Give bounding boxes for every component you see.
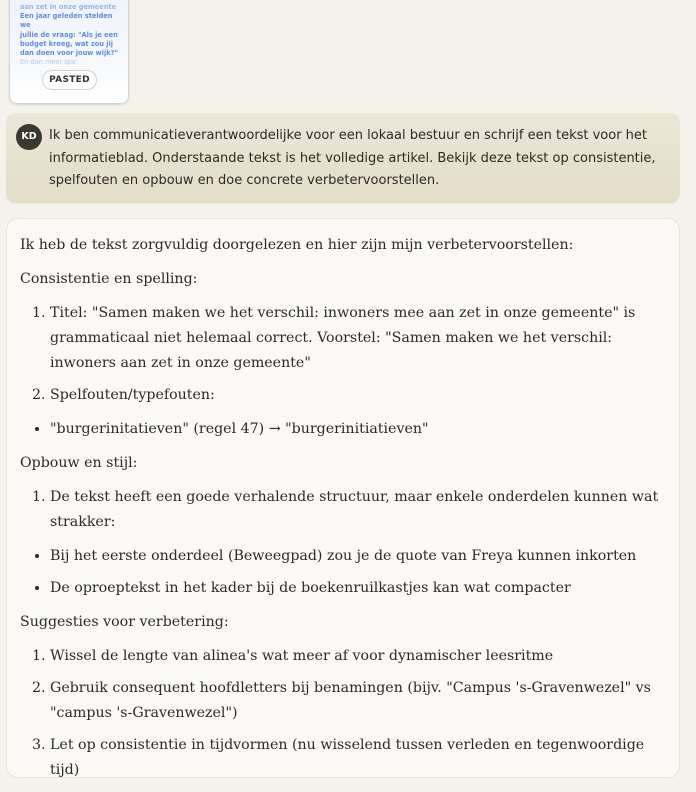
section-title-structure: Opbouw en stijl: xyxy=(20,455,138,471)
suggestions-list xyxy=(20,644,660,783)
user-avatar: KD xyxy=(16,124,42,150)
list-item: 1. Titel: "Samen maken we het verschil: inwoners mee aan zet in onze gemeente" is grammaticaal niet helemaal correct. Voorstel: "Samen maken we het verschil: inwoners aan zet in onze gemeente" xyxy=(50,301,660,376)
list-item: 1. De tekst heeft een goede verhalende structuur, maar enkele onderdelen kunnen wat strakker: xyxy=(50,485,660,535)
structure-list xyxy=(20,485,660,535)
list-item: • "burgerinitatieven" (regel 47) → "burgerinitiatieven" xyxy=(50,417,660,442)
consistency-list xyxy=(20,301,660,408)
pasted-line-faded: En dan meer spe xyxy=(20,58,76,67)
pasted-line: budget kreeg, wat zou jij xyxy=(20,39,114,48)
list-item: • De oproeptekst in het kader bij de boekenruilkastjes kan wat compacter xyxy=(50,576,660,601)
response-body xyxy=(20,233,660,792)
pasted-line: Een jaar geleden stelden we xyxy=(20,12,113,30)
pasted-line: dan doen voor jouw wijk?" xyxy=(20,49,118,58)
section-title-suggestions: Suggesties voor verbetering: xyxy=(20,614,229,630)
pasted-attachment-card[interactable] xyxy=(9,0,129,104)
assistant-response xyxy=(6,218,680,778)
list-item: 3. Let op consistentie in tijdvormen (nu wisselend tussen verleden en tegenwoordige tijd) xyxy=(50,733,660,783)
list-item: 2. Gebruik consequent hoofdletters bij benamingen (bijv. "Campus 's-Gravenwezel" vs "campus 's-Gravenwezel") xyxy=(50,676,660,726)
list-item: 2. Spelfouten/typefouten: xyxy=(50,383,660,408)
pasted-line: jullie de vraag: "Als je een xyxy=(20,30,118,39)
user-message-text: Ik ben communicatieverantwoordelijke voor een lokaal bestuur en schrijf een tekst voor het informatieblad. Onderstaande tekst is het volledige artikel. Bekijk deze tekst op consistentie, spelfouten en opbouw en doe concrete verbetervoorstellen. xyxy=(49,128,656,189)
response-intro: Ik heb de tekst zorgvuldig doorgelezen en hier zijn mijn verbetervoorstellen: xyxy=(20,237,574,253)
list-item: • Bij het eerste onderdeel (Beweegpad) zou je de quote van Freya kunnen inkorten xyxy=(50,544,660,569)
section-title-consistency: Consistentie en spelling: xyxy=(20,271,198,287)
list-item: 1. Wissel de lengte van alinea's wat meer af voor dynamischer leesritme xyxy=(50,644,660,669)
typo-bullets xyxy=(20,417,660,442)
pasted-badge: PASTED xyxy=(42,70,97,90)
pasted-line: aan zet in onze gemeente xyxy=(20,3,117,11)
user-message xyxy=(6,113,680,203)
structure-bullets xyxy=(20,544,660,601)
pasted-preview-text xyxy=(20,3,120,67)
